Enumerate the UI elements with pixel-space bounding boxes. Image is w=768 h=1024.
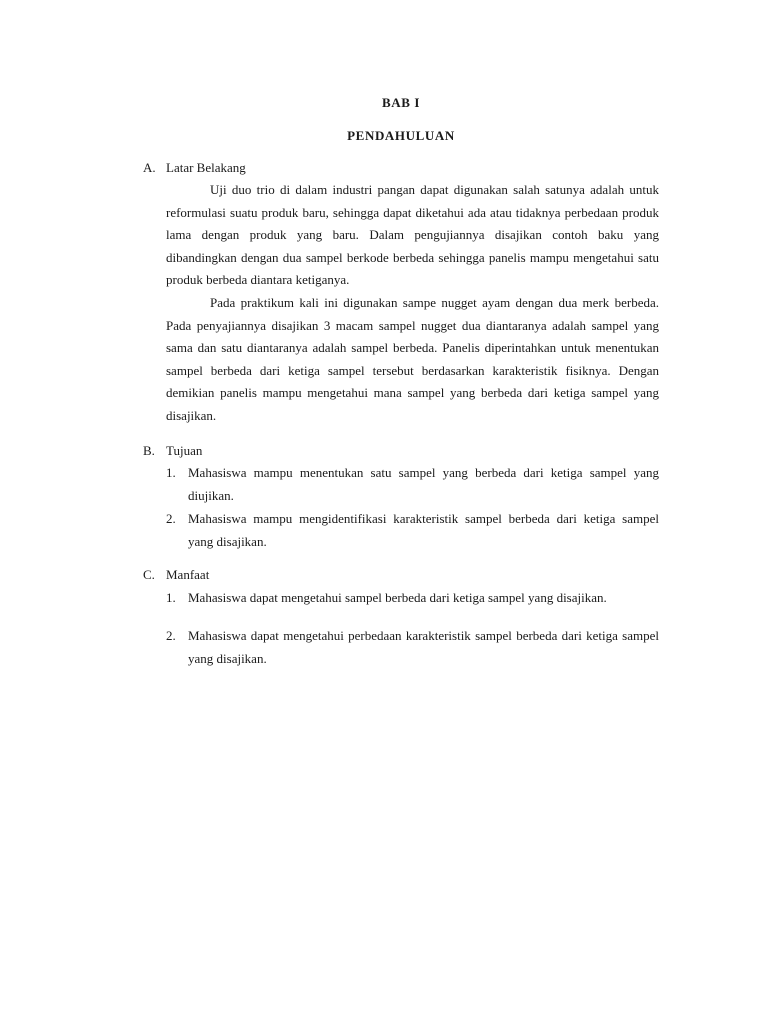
list-text: Mahasiswa dapat mengetahui sampel berbeda dari ketiga sampel yang disajikan.: [188, 590, 607, 605]
list-item: [166, 624, 659, 670]
section-title: Latar Belakang: [166, 160, 246, 175]
section-letter: B.: [143, 443, 155, 458]
list-number: 2.: [166, 511, 176, 526]
list-text: Mahasiswa dapat mengetahui perbedaan karakteristik sampel berbeda dari ketiga sampel yang disajikan.: [188, 628, 659, 666]
paragraph: Pada praktikum kali ini digunakan sampe nugget ayam dengan dua merk berbeda. Pada penyajiannya disajikan 3 macam sampel nugget dua diantaranya adalah sampel yang sama dan satu diantaranya adalah sampel berbeda. Panelis diperintahkan untuk menentukan sampel berbeda dari ketiga sampel tersebut berdasarkan karakteristik fisiknya. Dengan demikian panelis mampu mengetahui mana sampel yang berbeda dari ketiga sampel yang disajikan.: [166, 295, 659, 423]
section-letter: A.: [143, 160, 156, 175]
paragraph: Uji duo trio di dalam industri pangan dapat digunakan salah satunya adalah untuk reformulasi suatu produk baru, sehingga dapat diketahui ada atau tidaknya perbedaan produk lama dengan produk yang baru. Dalam pengujiannya disajikan contoh baku yang dibandingkan dengan dua sampel berkode berbeda sehingga panelis mampu mengetahui satu produk berbeda diantara ketiganya.: [166, 182, 659, 288]
section-letter: C.: [143, 567, 155, 582]
list-text: Mahasiswa mampu mengidentifikasi karakteristik sampel berbeda dari ketiga sampel yang disajikan.: [188, 511, 659, 549]
list-item: [166, 507, 659, 553]
section-title: Manfaat: [166, 567, 210, 582]
list-number: 1.: [166, 465, 176, 480]
section-heading-tujuan: [143, 443, 202, 459]
list-text: Mahasiswa mampu menentukan satu sampel yang berbeda dari ketiga sampel yang diujikan.: [188, 465, 659, 503]
section-heading-manfaat: [143, 567, 209, 583]
section-title: Tujuan: [166, 443, 203, 458]
list-item: [166, 461, 659, 507]
chapter-title: PENDAHULUAN: [347, 128, 455, 143]
list-number: 2.: [166, 628, 176, 643]
section-heading-latar-belakang: [143, 160, 246, 176]
list-number: 1.: [166, 590, 176, 605]
chapter-label: BAB I: [381, 95, 421, 110]
list-item: [166, 586, 659, 609]
